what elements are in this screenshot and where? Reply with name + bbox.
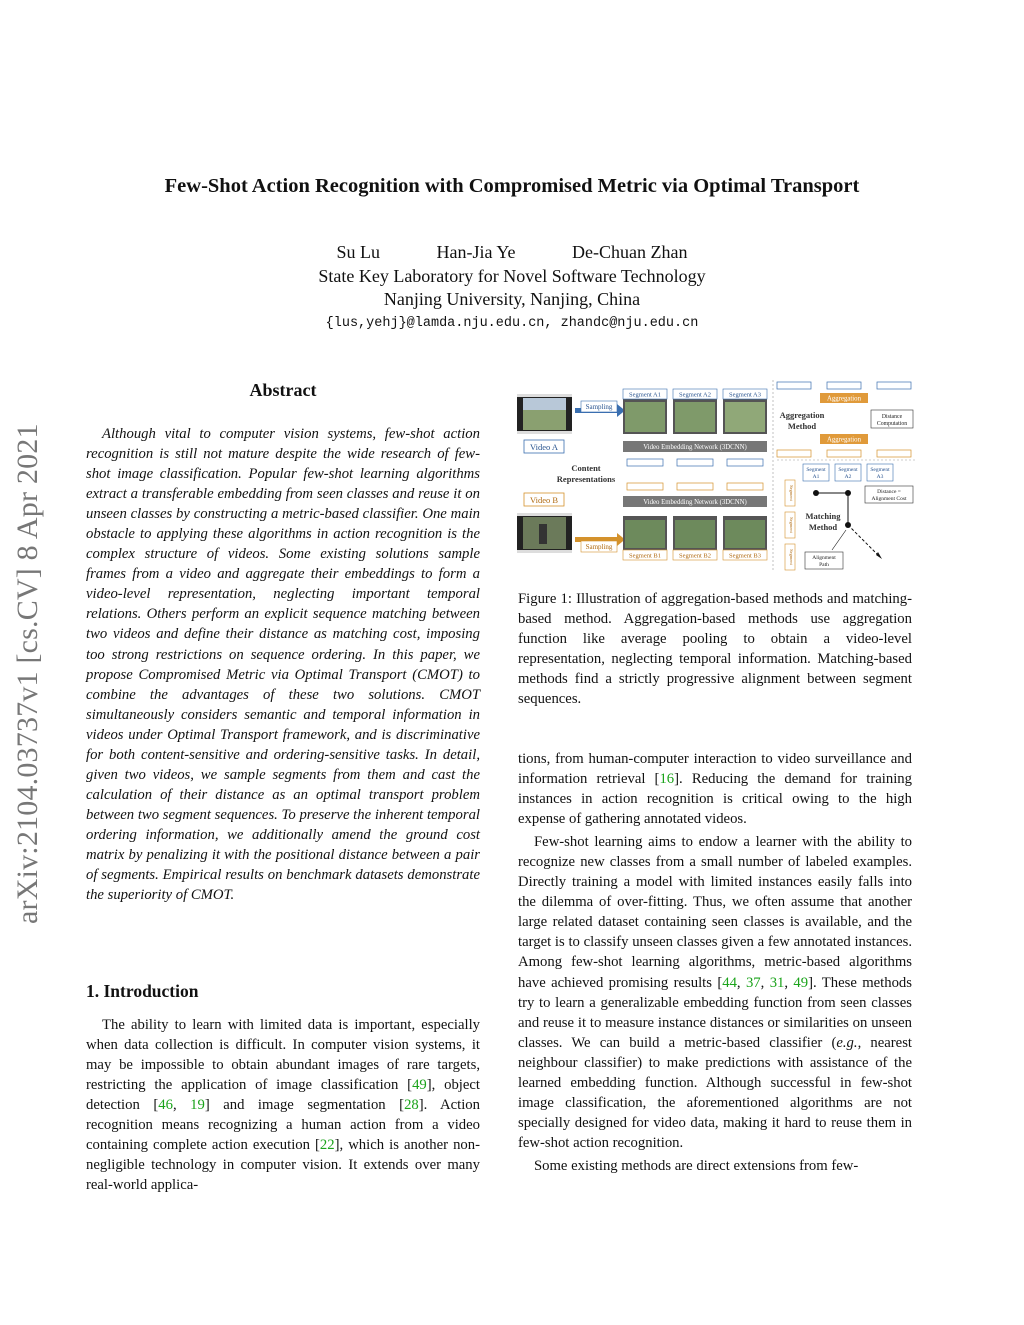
citation-link[interactable]: 49	[412, 1077, 427, 1094]
embedding-a	[627, 459, 763, 466]
arxiv-stamp: arXiv:2104.03737v1 [cs.CV] 8 Apr 2021	[11, 423, 44, 924]
citation-link[interactable]: 16	[659, 771, 675, 788]
author-name: Han-Jia Ye	[436, 242, 516, 262]
right-column-text	[518, 749, 912, 1179]
segment-label: Segment B2	[679, 552, 711, 560]
video-b-label: Video B	[529, 495, 559, 505]
distance-label: Distance	[881, 414, 903, 420]
citation-link[interactable]: 44	[722, 974, 737, 991]
segment-label: Segment A3	[729, 391, 761, 399]
video-a-thumbnail	[517, 394, 572, 434]
paper-title: Few-Shot Action Recognition with Compromised Metric via Optimal Transport	[164, 175, 860, 197]
figure-caption: Figure 1: Illustration of aggregation-based methods and matching-based method. Aggregation-based methods use aggregation function like average pooling to obtain a video-level representation, neglecting temporal information. Matching-based methods find a strictly progressive alignment between segment sequences.	[518, 591, 912, 708]
aggregation-label: Aggregation	[827, 395, 861, 403]
segment-label: Segment	[806, 467, 826, 473]
segment-label: Segment	[789, 485, 794, 501]
affiliation-line: Nanjing University, Nanjing, China	[383, 289, 641, 309]
aggregation-label: Aggregation	[827, 436, 861, 444]
video-a-label: Video A	[529, 442, 559, 452]
abstract-text: Although vital to computer vision systems, few-shot action recognition is still not mature despite the wide research of few-shot image classification. Popular few-shot learning algorithms extract a transferable embedding from seen classes and reuse it on unseen classes by constructing a metric-based classifier. One main obstacle to applying these algorithms in action recognition is the complex structure of videos. Some existing solutions sample frames from a video and aggregate their embeddings to form a video-level representation, neglecting important temporal relations. Others perform an explicit sequence matching between two videos and define their distance as matching cost, imposing too strong restrictions on sequence ordering. In this paper, we propose Compromised Metric via Optimal Transport (CMOT) to combine the advantages of these two solutions. CMOT simultaneously considers semantic and temporal information in videos under Optimal Transport framework, and is discriminative for both content-sensitive and ordering-sensitive tasks. In detail, given two videos, we sample segments from them and cast the calculation of their distance as an optimal transport problem between two segment sequences. To preserve the inherent temporal ordering information, we additionally amend the ground cost matrix by penalizing it with the positional distance between a pair of segments. Empirical results on benchmark datasets demonstrate the superiority of CMOT.	[86, 426, 480, 904]
segment-label: Segment	[789, 549, 794, 565]
video-b-thumbnail	[517, 513, 572, 553]
citation-link[interactable]: 28	[404, 1097, 419, 1114]
network-label: Video Embedding Network (3DCNN)	[643, 499, 747, 506]
content-label: Representations	[556, 474, 616, 484]
citation-link[interactable]: 46	[158, 1097, 173, 1114]
section-heading: 1. Introduction	[86, 981, 199, 1001]
sampling-label: Sampling	[585, 403, 613, 411]
intro-paragraph: The ability to learn with limited data is important, especially when data collection is difficult. In computer vision systems, it may be impossible to obtain abundant images of rare targets, restricting the application of image classification [49], object detection [46, 19] and image segmentation [28]. Action recognition means recognizing a human action from a video containing complete action execution [22], which is another non-negligible technology in computer vision. It extends over many real-world applica-	[86, 1017, 481, 1194]
segment-label: A2	[844, 474, 852, 480]
affiliation-line: State Key Laboratory for Novel Software Technology	[318, 266, 706, 286]
sampling-label: Sampling	[585, 543, 613, 551]
segment-label: Segment	[870, 467, 890, 473]
segment-label: Segment B3	[729, 552, 761, 560]
agg-embedding-a	[777, 382, 911, 389]
segment-label: A3	[876, 474, 884, 480]
agg-embedding-b	[777, 450, 911, 457]
author-name: Su Lu	[336, 242, 381, 262]
segment-label: Segment	[838, 467, 858, 473]
segment-label: Segment A2	[679, 391, 711, 399]
abstract-heading: Abstract	[249, 380, 317, 400]
alignment-path-label: Alignment	[812, 555, 836, 561]
citation-link[interactable]: 31	[769, 974, 785, 991]
body-paragraph: Some existing methods are direct extensions from few-	[534, 1157, 859, 1174]
body-paragraph: Few-shot learning aims to endow a learner with the ability to recognize new classes from a small number of labeled examples. Directly training a model with limited instances easily falls into the dilemma of over-fitting. Thus, we often assume that another large related dataset containing seen classes is available, and the target is to classify unseen classes given a few annotated instances. Among few-shot learning algorithms, metric-based algorithms have achieved promising results [44, 37, 31, 49]. These methods try to learn a generalizable embedding function from seen classes and reuse it to measure instance distances or similarities on unseen classes. We can build a metric-based classifier (e.g., nearest neighbour classifier) to make predictions with assistance of the learned embedding function. Although successful in few-shot image classification, the aforementioned algorithms are not specially designed for video data, making it hard to reuse them in few-shot action recognition.	[518, 834, 912, 1151]
author-emails: {lus,yehj}@lamda.nju.edu.cn, zhandc@nju.edu.cn	[325, 316, 699, 331]
segment-b-frames	[623, 516, 767, 550]
agg-method-label: Method	[787, 421, 817, 431]
agg-method-label: Aggregation	[779, 410, 825, 420]
segment-a-frames	[623, 398, 767, 434]
body-paragraph: tions, from human-computer interaction to video surveillance and information retrieval [16]. Reducing the demand for training instances in action recognition is critical owing to the high expense of gathering annotated videos.	[518, 751, 912, 828]
matching-label: Matching	[805, 511, 841, 521]
segment-label: Segment	[789, 517, 794, 533]
author-name: De-Chuan Zhan	[572, 242, 688, 262]
figure-1-diagram	[517, 380, 917, 575]
embedding-b	[627, 483, 763, 490]
distance-label: Computation	[876, 421, 908, 427]
alignment-cost-label: Distance =	[877, 489, 901, 495]
network-label: Video Embedding Network (3DCNN)	[643, 444, 747, 451]
citation-link[interactable]: 49	[793, 974, 809, 991]
segment-label: Segment B1	[629, 552, 661, 560]
segment-label: Segment A1	[629, 391, 661, 399]
segment-label: A1	[812, 474, 820, 480]
content-label: Content	[571, 463, 601, 473]
matching-label: Method	[808, 522, 838, 532]
citation-link[interactable]: 19	[190, 1097, 205, 1114]
citation-link[interactable]: 22	[319, 1137, 335, 1154]
citation-link[interactable]: 37	[745, 974, 761, 991]
alignment-cost-label: Alignment Cost	[871, 496, 907, 502]
alignment-path-label: Path	[819, 562, 829, 568]
author-list	[0, 242, 1024, 263]
